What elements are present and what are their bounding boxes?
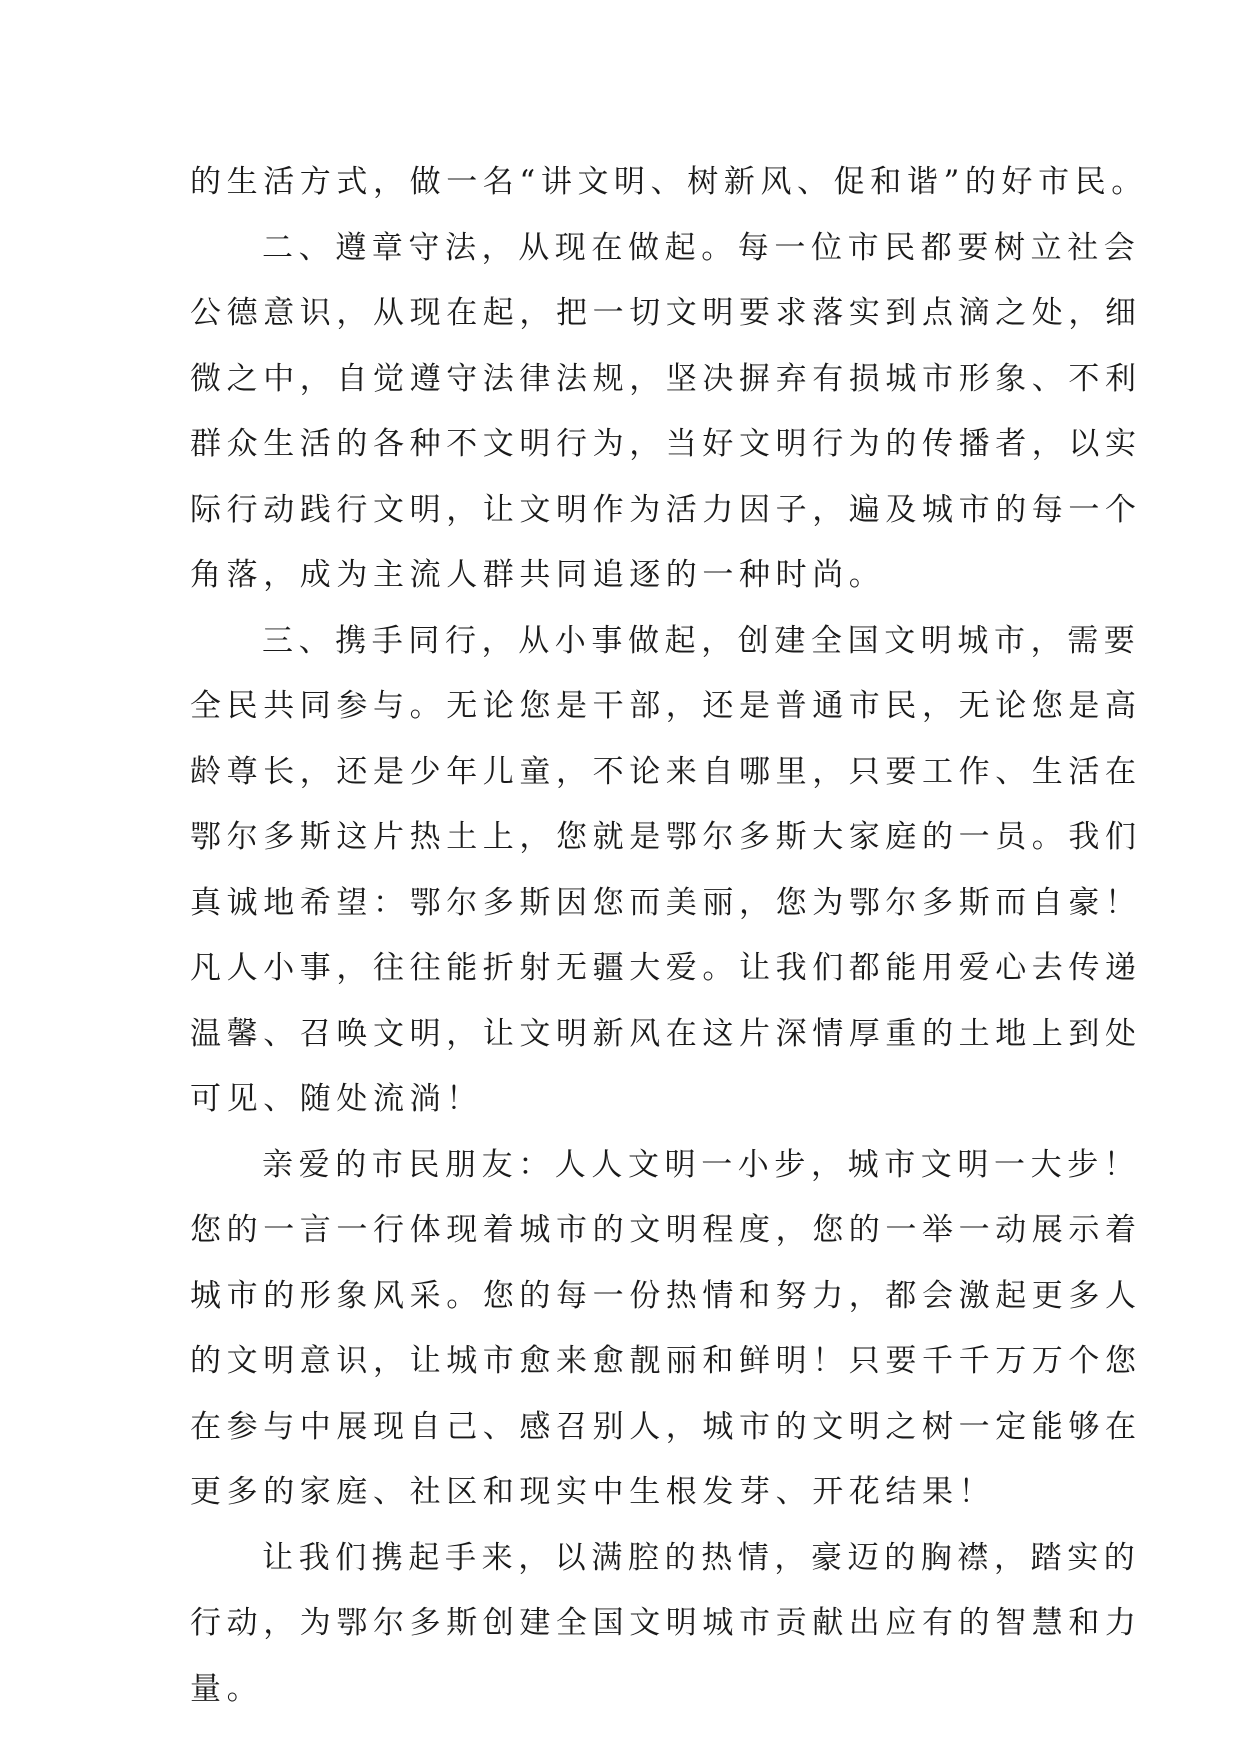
text-line: 行动，为鄂尔多斯创建全国文明城市贡献出应有的智慧和力	[190, 1605, 1142, 1641]
text-line: 公德意识，从现在起，把一切文明要求落实到点滴之处，细	[190, 295, 1142, 331]
text-line: 全民共同参与。无论您是干部，还是普通市民，无论您是高	[190, 688, 1142, 724]
text-line: 群众生活的各种不文明行为，当好文明行为的传播者，以实	[190, 426, 1142, 462]
text-line: 鄂尔多斯这片热土上，您就是鄂尔多斯大家庭的一员。我们	[190, 819, 1142, 855]
text-line: 亲爱的市民朋友：人人文明一小步，城市文明一大步！	[262, 1146, 1141, 1183]
text-line: 温馨、召唤文明，让文明新风在这片深情厚重的土地上到处	[190, 1015, 1142, 1052]
text-line: 量。	[190, 1670, 264, 1707]
text-line: 三、携手同行，从小事做起，创建全国文明城市，需要	[262, 622, 1141, 659]
text-line: 可见、随处流淌！	[190, 1081, 483, 1117]
text-line: 际行动践行文明，让文明作为活力因子，遍及城市的每一个	[190, 491, 1142, 528]
text-line: 您的一言一行体现着城市的文明程度，您的一举一动展示着	[190, 1212, 1142, 1248]
text-line: 更多的家庭、社区和现实中生根发芽、开花结果！	[190, 1474, 996, 1510]
text-line: 龄尊长，还是少年儿童，不论来自哪里，只要工作、生活在	[190, 753, 1142, 790]
text-line: 角落，成为主流人群共同追逐的一种时尚。	[190, 557, 886, 593]
text-line: 让我们携起手来，以满腔的热情，豪迈的胸襟，踏实的	[262, 1539, 1141, 1576]
document-body	[190, 150, 1148, 1722]
text-line: 微之中，自觉遵守法律法规，坚决摒弃有损城市形象、不利	[190, 360, 1142, 397]
text-line: 的生活方式，做一名“讲文明、树新风、促和谐”的好市民。	[190, 164, 1148, 200]
text-line: 在参与中展现自己、感召别人，城市的文明之树一定能够在	[190, 1408, 1142, 1445]
text-line: 城市的形象风采。您的每一份热情和努力，都会激起更多人	[190, 1277, 1142, 1314]
text-line: 二、遵章守法，从现在做起。每一位市民都要树立社会	[262, 229, 1141, 266]
text-line: 真诚地希望：鄂尔多斯因您而美丽，您为鄂尔多斯而自豪！	[190, 884, 1142, 921]
text-line: 的文明意识，让城市愈来愈靓丽和鲜明！只要千千万万个您	[190, 1343, 1142, 1379]
text-line: 凡人小事，往往能折射无疆大爱。让我们都能用爱心去传递	[190, 950, 1142, 986]
